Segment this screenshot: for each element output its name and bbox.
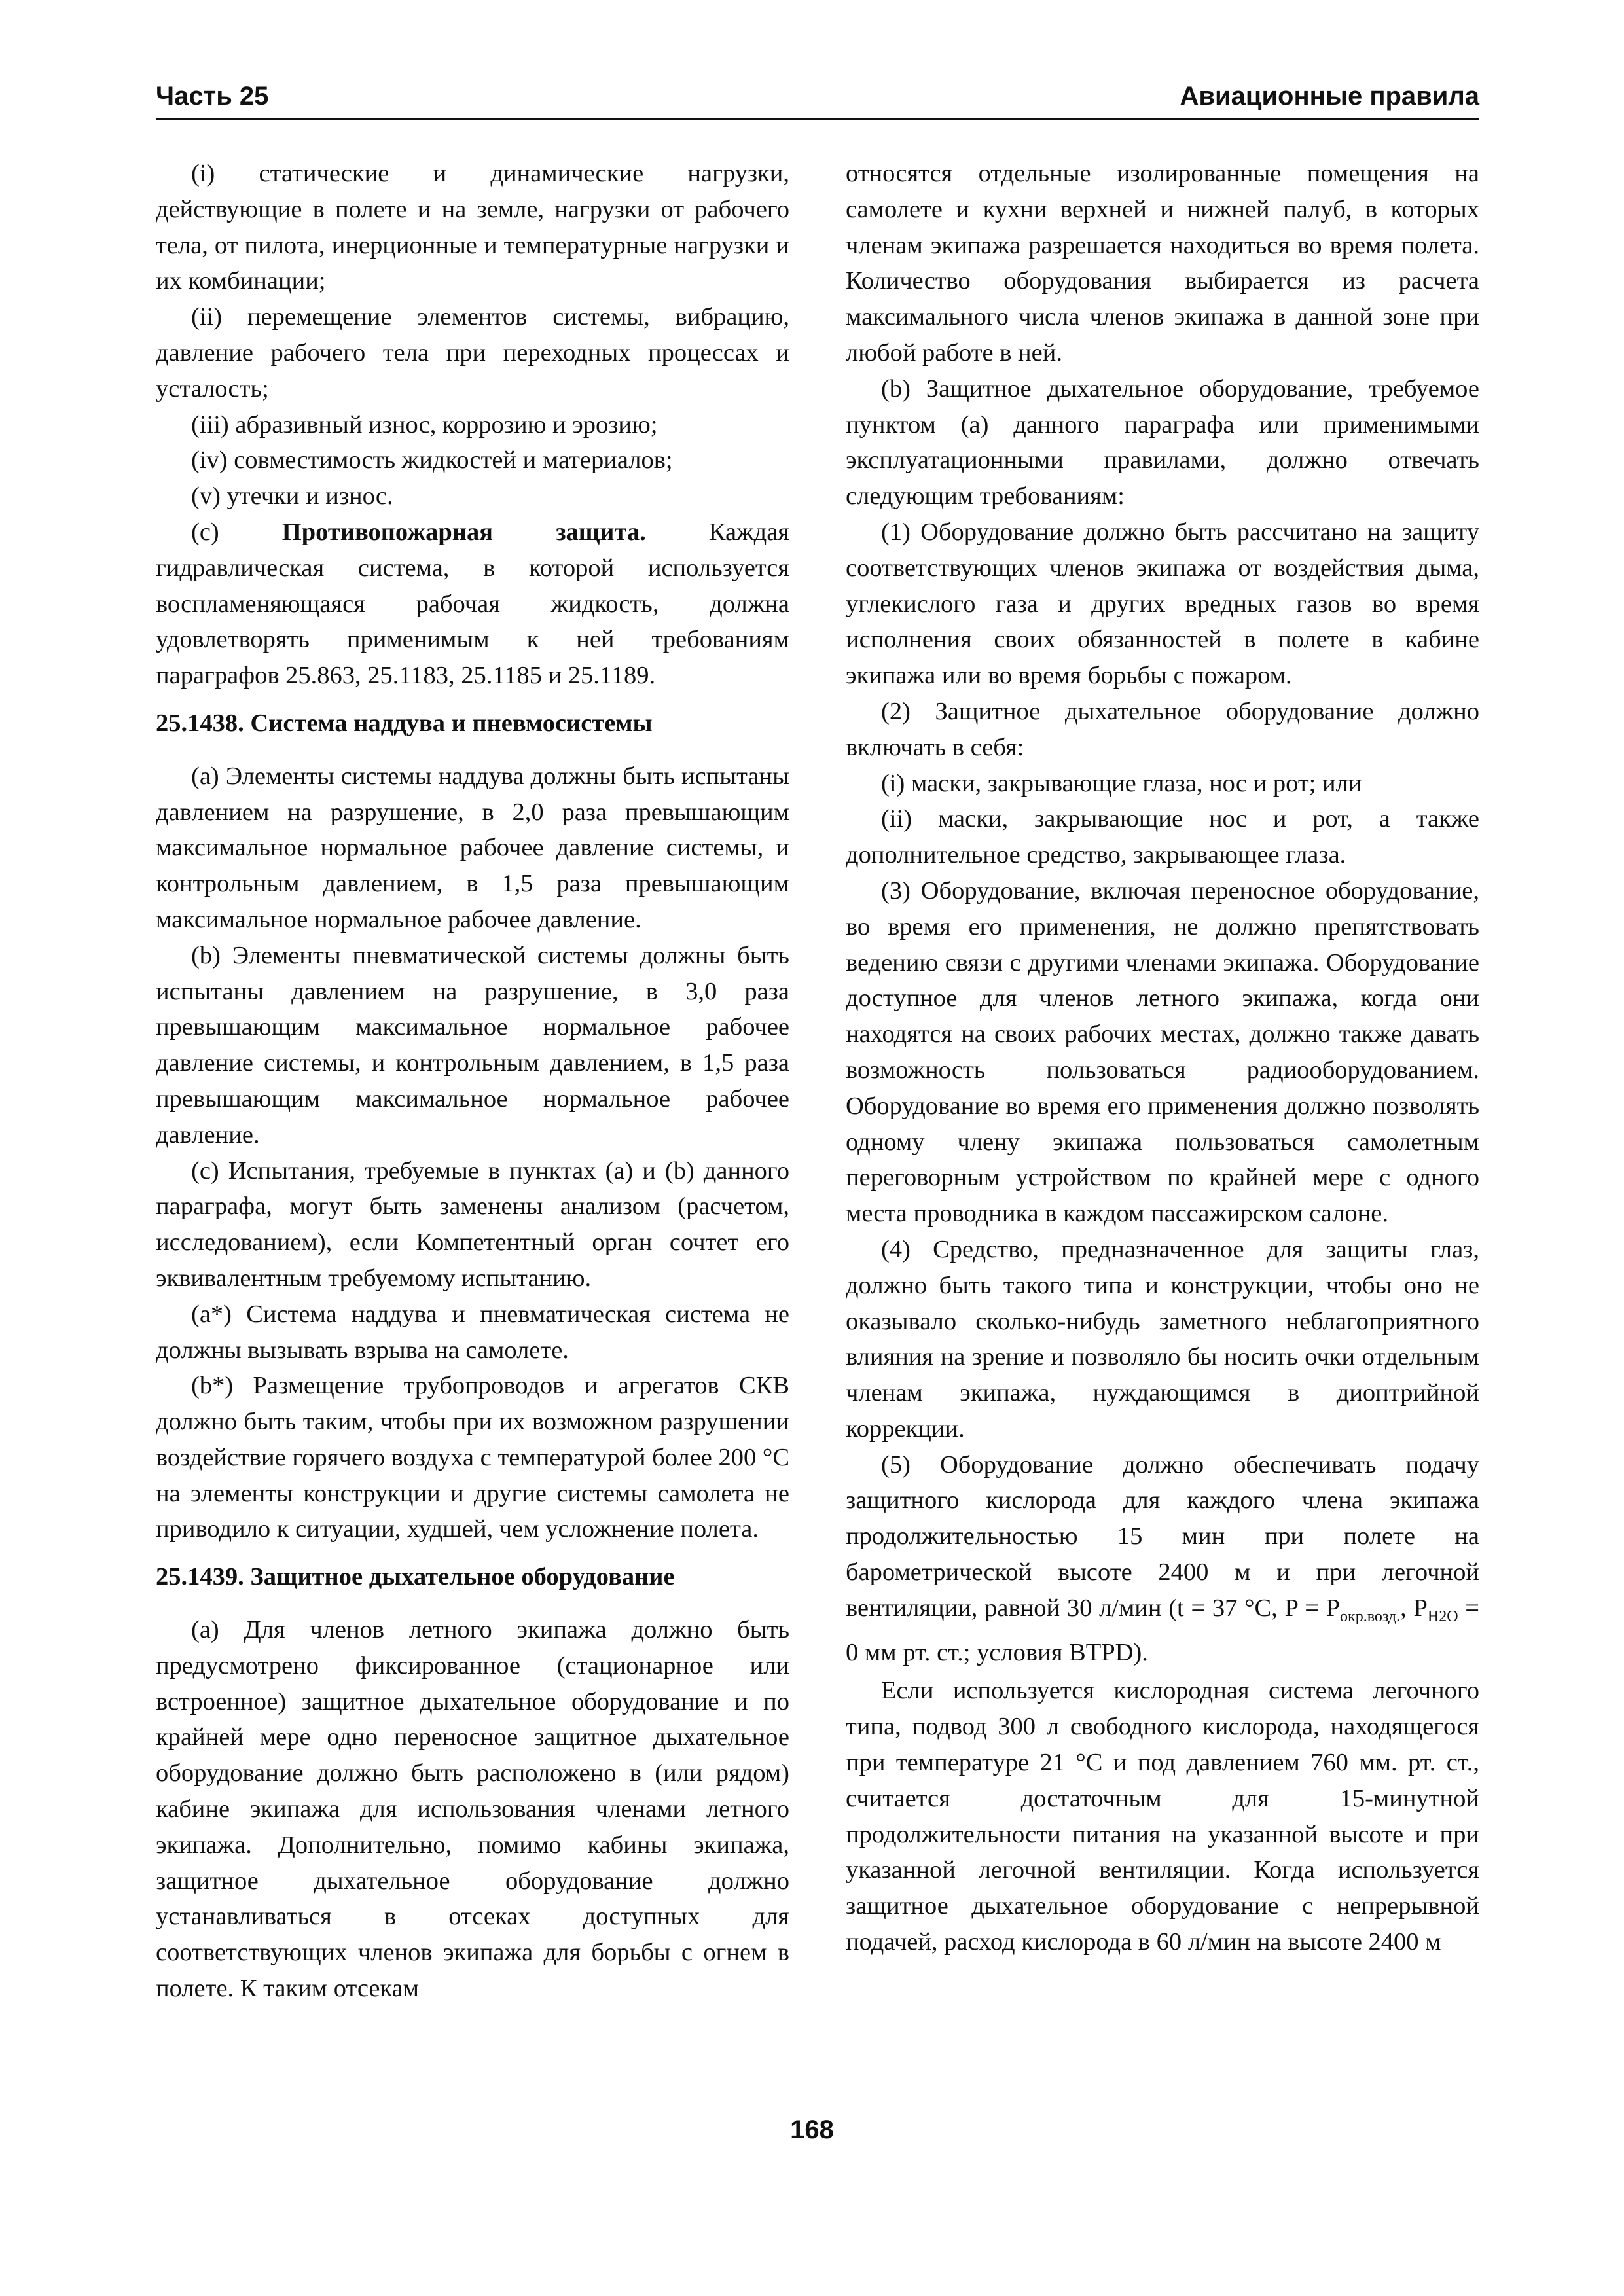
document-title: Авиационные правила bbox=[1180, 82, 1479, 111]
paragraph: (ii) маски, закрывающие нос и рот, а также дополнительное средство, закрывающее глаза. bbox=[846, 805, 1479, 869]
paragraph: относятся отдельные изолированные помещения на самолете и кухни верхней и нижней палуб, в которых членам экипажа разрешается находиться во время полета. Количество оборудования выбирается из расчета максимального числа членов экипажа в данной зоне при любой работе в ней. bbox=[846, 160, 1479, 367]
subscript: H2O bbox=[1427, 1607, 1458, 1625]
paragraph: (3) Оборудование, включая переносное оборудование, во время его применения, не должно препятствовать ведению связи с другими членами экипажа. Оборудование доступное для членов летного экипажа, когда они находятся на своих рабочих местах, должно также давать возможность пользоваться радиооборудованием. Оборудование во время его применения должно позволять одному члену экипажа пользоваться самолетным переговорным устройством по крайней мере с одного места проводника в каждом пассажирском салоне. bbox=[846, 876, 1479, 1228]
paragraph: (b) Защитное дыхательное оборудование, требуемое пунктом (a) данного параграфа или применимыми эксплуатационными правилами, должно отвечать следующим требованиям: bbox=[846, 374, 1479, 511]
left-column bbox=[156, 156, 789, 2007]
paragraph: (b) Элементы пневматической системы должны быть испытаны давлением на разрушение, в 3,0 раза превышающим максимальное нормальное рабочее давление системы, и контрольным давлением, в 1,5 раза превышающим максимальное нормальное рабочее давление. bbox=[156, 941, 789, 1149]
bold-term: Противопожарная защита. bbox=[281, 518, 646, 546]
paragraph: (2) Защитное дыхательное оборудование должно включать в себя: bbox=[846, 697, 1479, 761]
section-heading: 25.1438. Система наддува и пневмосистемы bbox=[156, 709, 653, 737]
paragraph: (ii) перемещение элементов системы, вибрацию, давление рабочего тела при переходных процессах и усталость; bbox=[156, 303, 789, 403]
paragraph: (a*) Система наддува и пневматическая система не должны вызывать взрыва на самолете. bbox=[156, 1300, 789, 1364]
right-column bbox=[846, 156, 1479, 1960]
paragraph: (iii) абразивный износ, коррозию и эрозию; bbox=[191, 410, 658, 439]
paragraph: (c) Испытания, требуемые в пунктах (a) и (b) данного параграфа, могут быть заменены анализом (расчетом, исследованием), если Компетентный орган сочтет его эквивалентным требуемому испытанию. bbox=[156, 1157, 789, 1292]
paragraph-text: Каждая гидравлическая система, в которой используется воспламеняющаяся рабочая жидкость, должна удовлетворять применимым к ней требованиям параграфов 25.863, 25.1183, 25.1185 и 25.1189. bbox=[156, 518, 790, 690]
item-marker: (c) bbox=[191, 518, 282, 546]
subscript: окр.возд. bbox=[1340, 1607, 1401, 1625]
page-number: 168 bbox=[790, 2115, 834, 2144]
paragraph: (4) Средство, предназначенное для защиты глаз, должно быть такого типа и конструкции, чтобы оно не оказывало сколько-нибудь заметного неблагоприятного влияния на зрение и позволяло бы носить очки отдельным членам экипажа, нуждающимся в диоптрийной коррекции. bbox=[846, 1235, 1479, 1443]
paragraph: (i) маски, закрывающие глаза, нос и рот; или bbox=[881, 769, 1362, 797]
paragraph-text: = 0 мм рт. ст.; условия BTPD). bbox=[846, 1594, 1479, 1666]
paragraph: (b*) Размещение трубопроводов и агрегатов СКВ должно быть таким, чтобы при их возможном разрушении воздействие горячего воздуха с температурой более 200 °C на элементы конструкции и другие системы самолета не приводило к ситуации, худшей, чем усложнение полета. bbox=[156, 1372, 789, 1543]
paragraph: Если используется кислородная система легочного типа, подвод 300 л свободного кислорода, находящегося при температуре 21 °C и под давлением 760 мм. рт. ст., считается достаточным для 15-минутной продолжительности питания на указанной высоте и при указанной легочной вентиляции. Когда используется защитное дыхательное оборудование с непрерывной подачей, расход кислорода в 60 л/мин на высоте 2400 м bbox=[846, 1677, 1479, 1956]
paragraph: (v) утечки и износ. bbox=[191, 482, 393, 511]
paragraph-text: (5) Оборудование должно обеспечивать подачу защитного кислорода для каждого члена экипажа продолжительностью 15 мин при полете на барометрической высоте 2400 м и при легочной вентиляции, равной 30 л/мин (t = 37 °C, P = P bbox=[846, 1450, 1479, 1622]
paragraph: (iv) совместимость жидкостей и материалов; bbox=[191, 446, 673, 475]
paragraph-text: , P bbox=[1400, 1594, 1428, 1622]
part-title: Часть 25 bbox=[156, 82, 269, 111]
paragraph: (a) Элементы системы наддува должны быть испытаны давлением на разрушение, в 2,0 раза превышающим максимальное нормальное рабочее давление системы, и контрольным давлением, в 1,5 раза превышающим максимальное нормальное рабочее давление. bbox=[156, 762, 789, 933]
page-header bbox=[156, 71, 1479, 120]
section-heading: 25.1439. Защитное дыхательное оборудование bbox=[156, 1563, 675, 1591]
paragraph: (i) статические и динамические нагрузки, действующие в полете и на земле, нагрузки от рабочего тела, от пилота, инерционные и температурные нагрузки и их комбинации; bbox=[156, 160, 789, 295]
paragraph: (a) Для членов летного экипажа должно быть предусмотрено фиксированное (стационарное или встроенное) защитное дыхательное оборудование и по крайней мере одно переносное защитное дыхательное оборудование должно быть расположено в (или рядом) кабине экипажа для использования членами летного экипажа. Дополнительно, помимо кабины экипажа, защитное дыхательное оборудование должно устанавливаться в отсеках доступных для соответствующих членов экипажа для борьбы с огнем в полете. К таким отсекам bbox=[156, 1616, 789, 2003]
paragraph-oxygen-supply bbox=[846, 1447, 1479, 1671]
paragraph-fire-protection bbox=[156, 514, 789, 694]
paragraph: (1) Оборудование должно быть рассчитано на защиту соответствующих членов экипажа от воздействия дыма, углекислого газа и других вредных газов во время исполнения своих обязанностей в полете в кабине экипажа или во время борьбы с пожаром. bbox=[846, 518, 1479, 690]
